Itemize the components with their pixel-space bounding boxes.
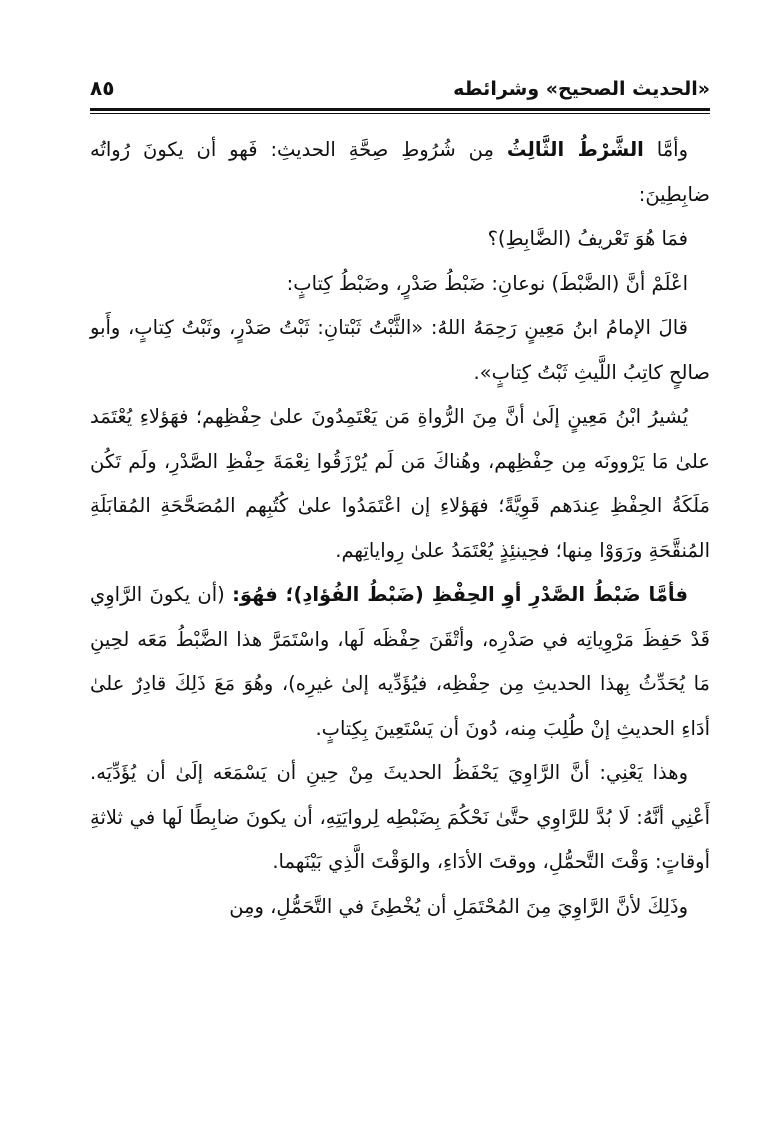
paragraph-third-condition [90, 128, 710, 217]
paragraph-ibn-maeen-quote: قالَ الإمامُ ابنُ مَعِينٍ رَحِمَهُ اللهُ: «الثَّبْتُ ثَبْتانِ: ثَبْتُ صَدْرٍ، وثَبْتُ كِتابٍ، وأَبو صالحٍ كاتِبُ اللَّيثِ ثَبْتُ كِتابٍ». [90, 316, 710, 384]
paragraph-text: مِن شُرُوطِ صِحَّةِ الحديثِ: فَهو أن يكونَ رُواتُه ضابِطِينَ: [90, 138, 710, 206]
paragraph-continuation: وذَلِكَ لأنَّ الرَّاوِيَ مِنَ المُحْتَمَلِ أن يُخْطِئَ في التَّحَمُّلِ، ومِن [229, 894, 688, 918]
page-number: ٨٥ [90, 76, 115, 100]
paragraph-three-times: وهذا يَعْنِي: أنَّ الرَّاوِيَ يَحْفَظُ الحديثَ مِنْ حِينِ أن يَسْمَعَه إلَىٰ أن يُؤَدِّيَه. أَعْنِي أنَّهُ: لَا بُدَّ للرَّاوِي حتَّىٰ نَحْكُمَ بِضَبْطِه لِروايَتِهِ، أن يكونَ ضابِطًا لَها في ثلاثةِ أوقاتٍ: وَقْتَ التَّحمُّلِ، ووقتَ الأدَاءِ، والوَقْتَ الَّذِي بَيْنَهما. [90, 761, 710, 873]
bold-term-third-condition: الشَّرْطُ الثَّالِثُ [506, 138, 644, 161]
running-title: «الحديث الصحيح» وشرائطه [453, 78, 710, 100]
paragraph-text: (أن يكونَ الرَّاوِي قَدْ حَفِظَ مَرْوِياتِه في صَدْرِه، وأتْقَنَ حِفْظَه لَها، واسْتَمَرَّ هذا الضَّبْطُ مَعَه لحِينِ مَا يُحَدِّثُ بِهذا الحديثِ مِن حِفْظِه، فيُؤَدِّيه إلىٰ غيرِه)، وهُوَ مَعَ ذَلِكَ قادِرٌ علىٰ أدَاءِ الحديثِ إنْ طُلِبَ مِنه، دُونَ أن يَسْتَعِينَ بِكِتابٍ. [90, 583, 710, 740]
book-page [90, 60, 710, 929]
paragraph-lead: وأمَّا [656, 138, 689, 161]
paragraph-two-types: اعْلَمْ أنَّ (الضَّبْطَ) نوعانِ: ضَبْطُ صَدْرٍ، وضَبْطُ كِتابٍ: [286, 271, 688, 295]
paragraph-explanation: يُشيرُ ابْنُ مَعِينٍ إلَىٰ أنَّ مِنَ الرُّواةِ مَن يَعْتَمِدُونَ علىٰ حِفْظِهم؛ فهَؤلاءِ يُعْتَمَد علىٰ مَا يَرْوونَه مِن حِفْظِهم، وهُناكَ مَن لَم يُرْزَقُوا نِعْمَةَ حِفْظِ الصَّدْرِ، ولَم تَكُن مَلَكَةُ الحِفْظِ عِندَهم قَوِيَّةً؛ فهَؤلاءِ إن اعْتَمَدُوا علىٰ كُتُبِهم المُصَحَّحَةِ المُقابَلَةِ المُنقَّحَةِ ورَوَوْا مِنها؛ فحِينئِذٍ يُعْتَمَدُ علىٰ رِواياتِهم. [90, 405, 710, 562]
paragraph-memory-precision [90, 573, 710, 751]
paragraph-definition-question: فمَا هُوَ تَعْريفُ (الضَّابِطِ)؟ [487, 227, 688, 250]
header-rule [90, 108, 710, 111]
bold-term-memory-precision: فأمَّا ضَبْطُ الصَّدْرِ أوِ الحِفْظِ (ضَبْطُ الفُؤادِ)؛ فهُوَ: [232, 583, 688, 606]
header-rule-thin [90, 113, 710, 114]
running-head [90, 60, 710, 100]
page-body [90, 128, 710, 929]
